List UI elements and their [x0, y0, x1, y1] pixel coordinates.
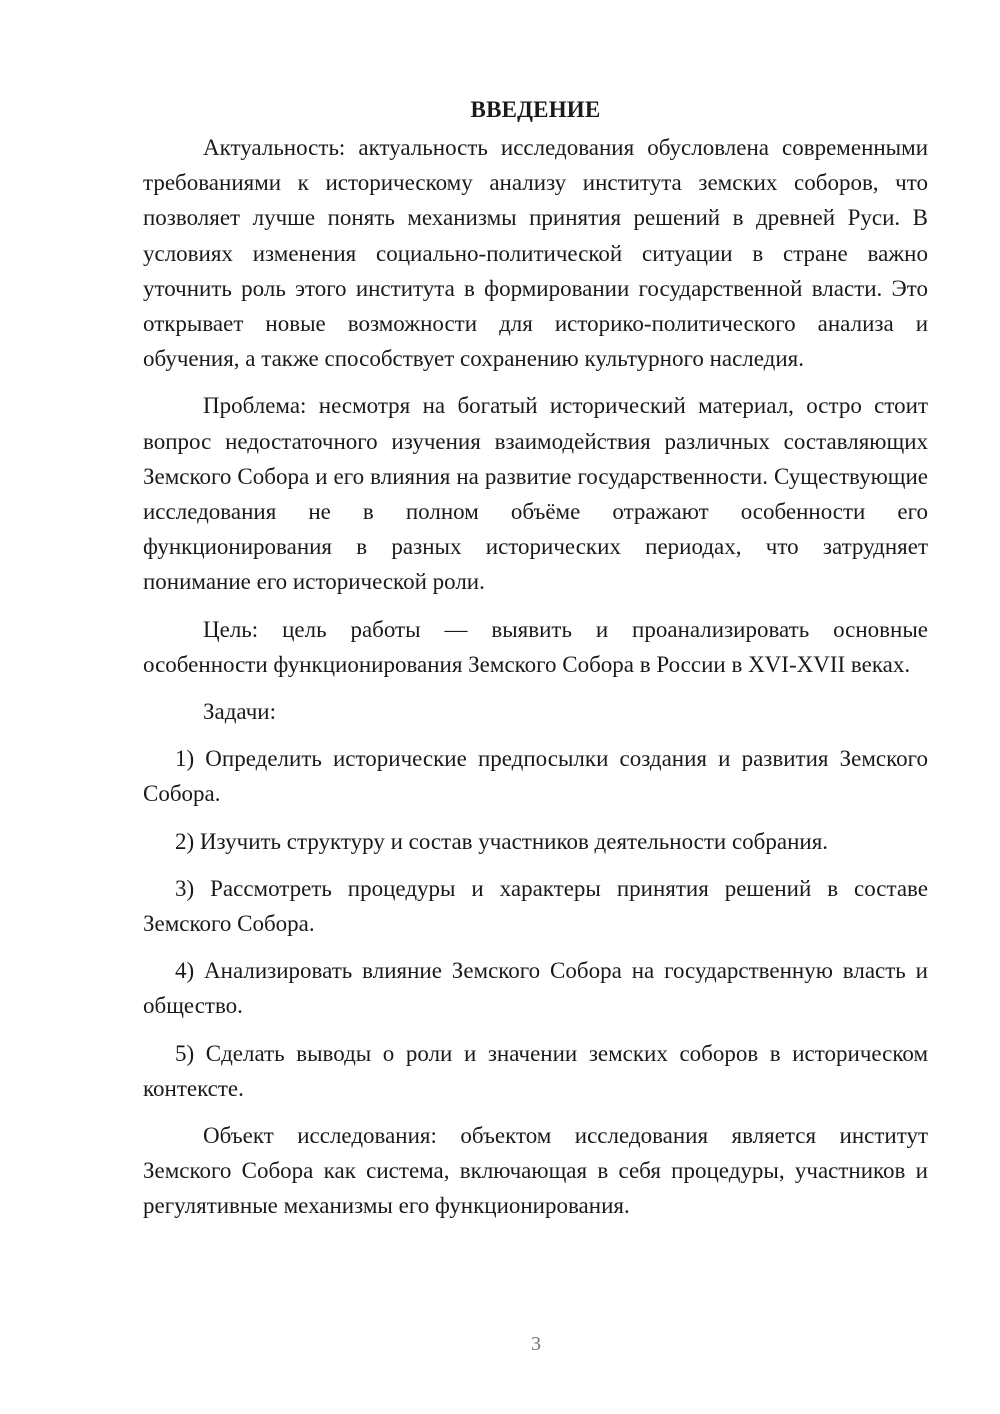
task-item-3: 3) Рассмотреть процедуры и характеры принятия решений в составе Земского Собора.: [143, 875, 928, 937]
task-item-5: 5) Сделать выводы о роли и значении земских соборов в историческом контексте.: [143, 1040, 928, 1101]
tasks-label: Задачи:: [203, 699, 276, 725]
relevance-paragraph: Актуальность: актуальность исследования обусловлена современными требованиями к историческому анализу института земских соборов, что позволяет лучше понять механизмы принятия решений в древней Руси. В условиях изменения социально-политической ситуации в стране важно уточнить роль этого института в формировании государственной власти. Это открывает новые возможности для историко-политического анализа и обучения, а также способствует сохранению культурного наследия.: [143, 135, 928, 372]
problem-paragraph: Проблема: несмотря на богатый исторический материал, остро стоит вопрос недостаточного изучения взаимодействия различных составляющих Земского Собора и его влияния на развитие государственности. Существующие исследования не в полном объёме отражают особенности его функционирования в разных исторических периодах, что затрудняет понимание его исторической роли.: [143, 393, 928, 595]
document-page: [143, 92, 928, 1236]
task-item-4: 4) Анализировать влияние Земского Собора на государственную власть и общество.: [143, 958, 928, 1019]
tasks-list: [143, 741, 928, 1106]
task-item-2: 2) Изучить структуру и состав участников деятельности собрания.: [175, 828, 829, 854]
object-paragraph: Объект исследования: объектом исследования является институт Земского Собора как система, включающая в себя процедуры, участников и регулятивные механизмы его функционирования.: [143, 1123, 928, 1219]
section-heading: ВВЕДЕНИЕ: [470, 97, 601, 122]
task-item-1: 1) Определить исторические предпосылки создания и развития Земского Собора.: [143, 746, 928, 807]
page-number: 3: [531, 1333, 541, 1355]
goal-paragraph: Цель: цель работы — выявить и проанализировать основные особенности функционирования Земского Собора в России в XVI-XVII веках.: [143, 616, 928, 677]
